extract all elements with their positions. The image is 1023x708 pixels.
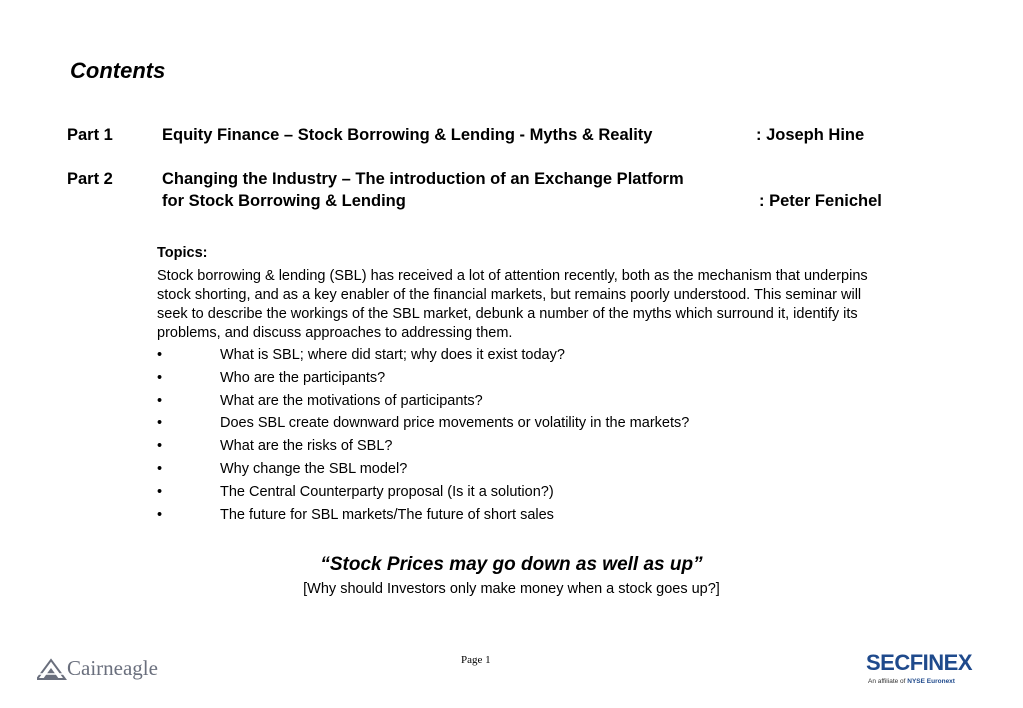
list-item: What is SBL; where did start; why does it exist today? — [220, 347, 565, 363]
part-2-speaker: : Peter Fenichel — [759, 192, 882, 210]
secfinex-tagline: An affiliate of NYSE Euronext — [868, 678, 955, 685]
topics-heading: Topics: — [157, 245, 208, 261]
list-item: Who are the participants? — [220, 370, 386, 386]
mountain-icon — [37, 657, 67, 681]
bullet-symbol: • — [157, 415, 163, 431]
bullet-symbol: • — [157, 461, 163, 477]
cairneagle-logo — [37, 656, 158, 686]
part-1-label: Part 1 — [67, 126, 113, 144]
quote-heading: “Stock Prices may go down as well as up” — [320, 554, 703, 575]
cairneagle-logo-text: Cairneagle — [67, 656, 158, 680]
bullet-symbol: • — [157, 393, 163, 409]
part-2-label: Part 2 — [67, 170, 113, 188]
part-1-title: Equity Finance – Stock Borrowing & Lending - Myths & Reality — [162, 126, 653, 144]
secfinex-logo — [866, 650, 973, 685]
list-item: Does SBL create downward price movements or volatility in the markets? — [220, 415, 690, 431]
list-item: The Central Counterparty proposal (Is it a solution?) — [220, 484, 554, 500]
secfinex-logo-text: SECFINEX — [866, 650, 973, 675]
bullet-symbol: • — [157, 370, 163, 386]
page-number: Page 1 — [461, 654, 491, 666]
list-item: What are the motivations of participants? — [220, 393, 483, 409]
part-2-title-line1: Changing the Industry – The introduction of an Exchange Platform — [162, 170, 684, 188]
quote-subtitle: [Why should Investors only make money when a stock goes up?] — [303, 581, 720, 597]
list-item: The future for SBL markets/The future of short sales — [220, 507, 554, 523]
list-item: Why change the SBL model? — [220, 461, 408, 477]
part-2-title-line2: for Stock Borrowing & Lending — [162, 192, 406, 210]
bullet-symbol: • — [157, 438, 163, 454]
bullet-symbol: • — [157, 507, 163, 523]
list-item: What are the risks of SBL? — [220, 438, 393, 454]
bullet-symbol: • — [157, 484, 163, 500]
bullet-symbol: • — [157, 347, 163, 363]
part-1-speaker: : Joseph Hine — [756, 126, 865, 144]
page-title: Contents — [70, 58, 166, 83]
topics-paragraph: Stock borrowing & lending (SBL) has received a lot of attention recently, both as the mechanism that underpins stock shorting, and as a key enabler of the financial markets, but remains poorly understood. This seminar will seek to describe the workings of the SBL market, debunk a number of the myths which surround it, identify its problems, and discuss approaches to addressing them. — [157, 268, 868, 341]
